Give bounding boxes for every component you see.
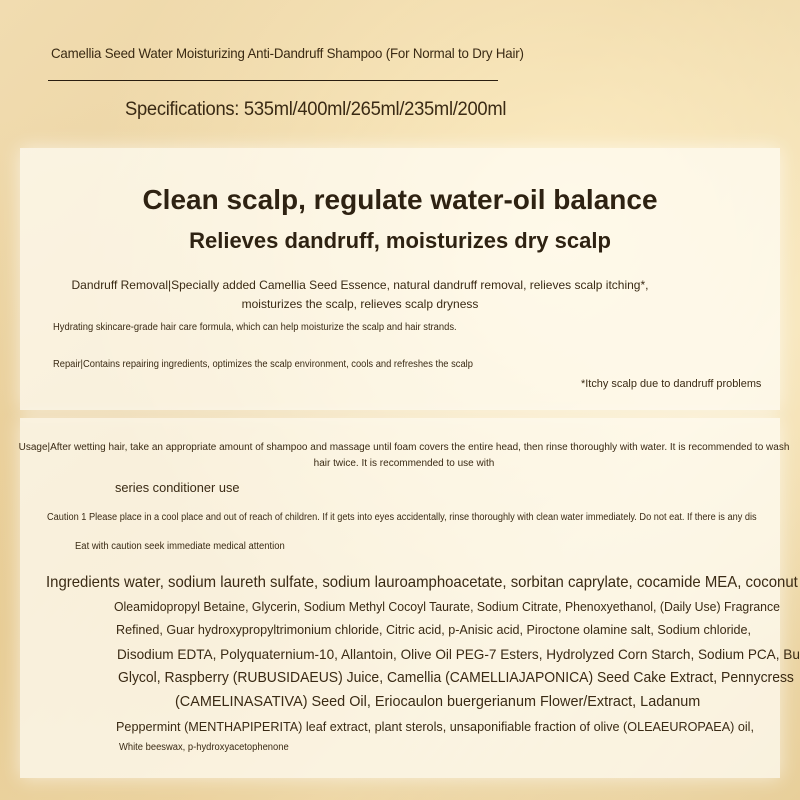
ingredients-line: Oleamidopropyl Betaine, Glycerin, Sodium Methyl Cocoyl Taurate, Sodium Citrate, Phenoxyethanol, (Daily Use) Fragrance <box>114 599 780 614</box>
usage-text: Usage|After wetting hair, take an appropriate amount of shampoo and massage until foam covers the entire head, then rinse thoroughly with water. It is recommended to wash hair twice. It is recommended to use with <box>18 442 790 469</box>
itchy-footnote: *Itchy scalp due to dandruff problems <box>581 378 762 390</box>
series-conditioner-text: series conditioner use <box>115 480 240 495</box>
headline: Clean scalp, regulate water-oil balance <box>142 184 658 215</box>
ingredients-line: Disodium EDTA, Polyquaternium-10, Allantoin, Olive Oil PEG-7 Esters, Hydrolyzed Corn Starch, Sodium PCA, Bu <box>117 646 800 662</box>
title-divider <box>48 80 498 81</box>
subheadline: Relieves dandruff, moisturizes dry scalp <box>189 228 611 253</box>
hydrating-text: Hydrating skincare-grade hair care formula, which can help moisturize the scalp and hair strands. <box>53 322 457 333</box>
ingredients-line: Refined, Guar hydroxypropyltrimonium chloride, Citric acid, p-Anisic acid, Piroctone olamine salt, Sodium chloride, <box>116 622 752 637</box>
ingredients-line: Glycol, Raspberry (RUBUSIDAEUS) Juice, Camellia (CAMELLIAJAPONICA) Seed Cake Extract, Pennycress <box>118 669 794 686</box>
caution-text: Caution 1 Please place in a cool place and out of reach of children. If it gets into eyes accidentally, rinse thoroughly with clean water immediately. Do not eat. If there is any dis <box>47 512 757 523</box>
eat-caution-text: Eat with caution seek immediate medical attention <box>75 541 285 552</box>
ingredients-line: Peppermint (MENTHAPIPERITA) leaf extract, plant sterols, unsaponifiable fraction of olive (OLEAEUROPAEA) oil, <box>116 719 754 734</box>
ingredients-line: White beeswax, p-hydroxyacetophenone <box>119 742 289 753</box>
dandruff-removal-text: Dandruff Removal|Specially added Camellia Seed Essence, natural dandruff removal, relieves scalp itching*, moisturizes the scalp, relieves scalp dryness <box>71 278 649 311</box>
repair-text: Repair|Contains repairing ingredients, optimizes the scalp environment, cools and refreshes the scalp <box>53 359 473 370</box>
product-title: Camellia Seed Water Moisturizing Anti-Dandruff Shampoo (For Normal to Dry Hair) <box>51 45 524 61</box>
specifications: Specifications: 535ml/400ml/265ml/235ml/200ml <box>125 99 507 120</box>
ingredients-line: Ingredients water, sodium laureth sulfate, sodium lauroamphoacetate, sorbitan caprylate, cocamide MEA, coconut <box>46 574 798 591</box>
ingredients-line: (CAMELINASATIVA) Seed Oil, Eriocaulon buergerianum Flower/Extract, Ladanum <box>175 693 701 710</box>
